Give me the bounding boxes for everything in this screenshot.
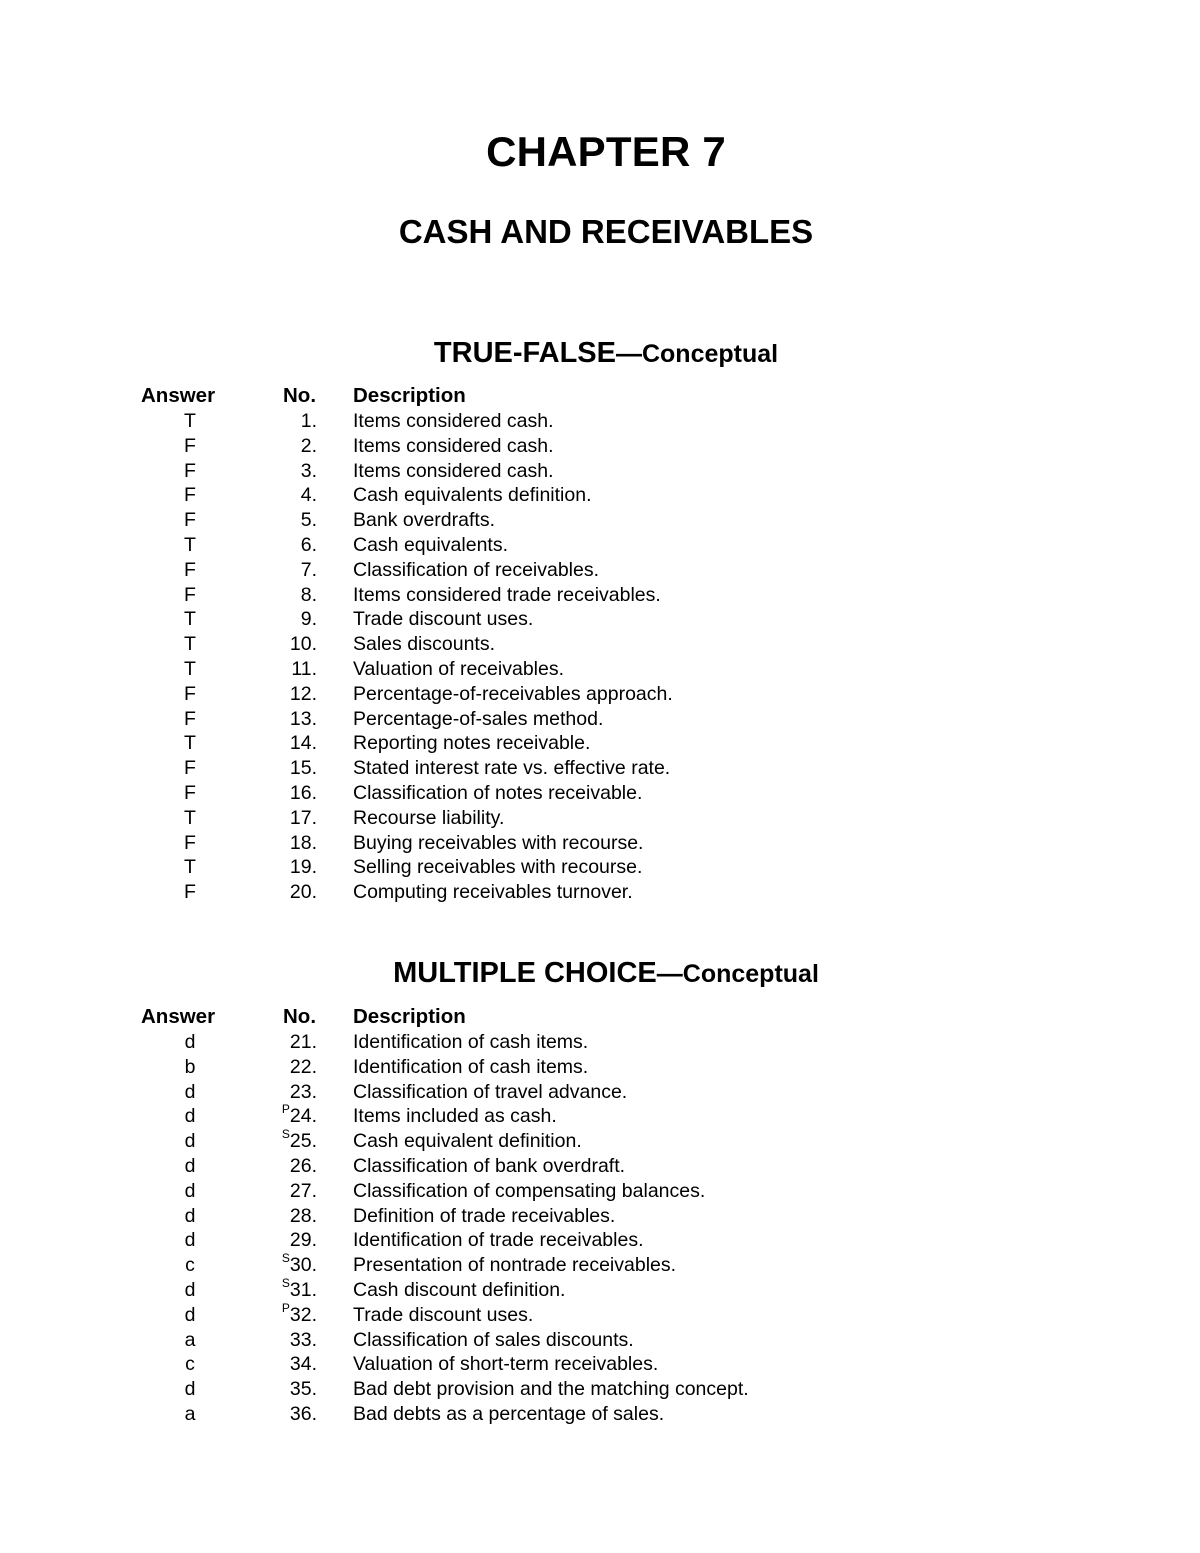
answer-cell: b bbox=[184, 1055, 196, 1078]
multiple-choice-heading bbox=[0, 957, 1200, 990]
table-row bbox=[0, 1154, 1200, 1179]
table-row bbox=[0, 1377, 1200, 1402]
number-cell bbox=[250, 1377, 317, 1402]
answer-cell: d bbox=[184, 1031, 196, 1053]
description-cell: Items included as cash. bbox=[353, 1105, 557, 1128]
section-heading-main: MULTIPLE CHOICE bbox=[393, 957, 657, 989]
answer-cell: d bbox=[184, 1278, 196, 1301]
item-number: 31. bbox=[289, 1278, 317, 1301]
table-row bbox=[0, 1030, 1200, 1055]
item-number: 34. bbox=[289, 1353, 317, 1376]
item-number: 19. bbox=[289, 856, 317, 879]
description-cell: Bad debts as a percentage of sales. bbox=[353, 1402, 665, 1425]
table-row bbox=[0, 1275, 1200, 1303]
table-row bbox=[0, 583, 1200, 608]
description-cell: Items considered trade receivables. bbox=[353, 583, 661, 606]
table-row bbox=[0, 533, 1200, 558]
number-cell bbox=[250, 831, 317, 856]
table-row bbox=[0, 855, 1200, 880]
item-number: 16. bbox=[289, 781, 317, 804]
item-number: 29. bbox=[289, 1229, 317, 1252]
table-row bbox=[0, 1328, 1200, 1353]
answer-cell: d bbox=[184, 1080, 196, 1103]
source-marker: P bbox=[281, 1300, 290, 1315]
description-cell: Percentage-of-sales method. bbox=[353, 707, 604, 730]
multiple-choice-table bbox=[0, 1003, 1200, 1427]
table-row bbox=[0, 831, 1200, 856]
item-number: 14. bbox=[289, 732, 317, 755]
description-cell: Cash equivalents. bbox=[353, 533, 509, 556]
number-cell bbox=[250, 1179, 317, 1204]
item-number: 1. bbox=[300, 410, 317, 432]
number-cell bbox=[250, 1055, 317, 1080]
description-cell: Items considered cash. bbox=[353, 434, 554, 457]
item-number: 5. bbox=[300, 509, 317, 532]
answer-cell: F bbox=[184, 682, 196, 705]
item-number: 22. bbox=[289, 1055, 317, 1078]
description-cell: Recourse liability. bbox=[353, 806, 505, 829]
description-cell: Valuation of short-term receivables. bbox=[353, 1353, 659, 1376]
description-cell: Bad debt provision and the matching concept. bbox=[353, 1378, 749, 1401]
source-marker: S bbox=[281, 1251, 290, 1266]
number-cell bbox=[250, 1080, 317, 1105]
answer-cell: T bbox=[184, 732, 196, 755]
description-cell: Trade discount uses. bbox=[353, 608, 534, 631]
description-cell: Cash equivalents definition. bbox=[353, 484, 592, 507]
table-row bbox=[0, 558, 1200, 583]
description-cell: Sales discounts. bbox=[353, 633, 495, 656]
item-number: 21. bbox=[289, 1031, 317, 1053]
answer-cell: F bbox=[184, 757, 196, 780]
table-row bbox=[0, 1179, 1200, 1204]
table-row bbox=[0, 707, 1200, 732]
item-number: 12. bbox=[289, 682, 317, 705]
item-number: 8. bbox=[300, 583, 317, 606]
item-number: 7. bbox=[300, 558, 317, 581]
item-number: 27. bbox=[289, 1179, 317, 1202]
table-row bbox=[0, 508, 1200, 533]
number-cell bbox=[250, 1300, 317, 1328]
number-cell bbox=[250, 855, 317, 880]
source-marker: S bbox=[281, 1275, 290, 1290]
answer-cell: a bbox=[184, 1402, 196, 1425]
number-cell bbox=[250, 682, 317, 707]
item-number: 4. bbox=[300, 484, 317, 507]
true-false-heading bbox=[0, 337, 1200, 370]
item-number: 33. bbox=[289, 1328, 317, 1351]
answer-cell: F bbox=[184, 881, 196, 904]
answer-cell: c bbox=[185, 1353, 195, 1376]
section-heading-dash: — bbox=[656, 958, 683, 988]
answer-cell: T bbox=[184, 410, 196, 432]
number-cell bbox=[250, 1352, 317, 1377]
answer-cell: F bbox=[184, 509, 196, 532]
item-number: 25. bbox=[289, 1130, 317, 1153]
answer-cell: T bbox=[184, 856, 196, 879]
table-row bbox=[0, 607, 1200, 632]
table-row bbox=[0, 434, 1200, 459]
description-cell: Buying receivables with recourse. bbox=[353, 831, 644, 854]
answer-cell: F bbox=[184, 434, 196, 457]
description-cell: Identification of cash items. bbox=[353, 1055, 589, 1078]
number-cell bbox=[250, 1030, 317, 1055]
description-cell: Classification of bank overdraft. bbox=[353, 1154, 626, 1177]
number-cell bbox=[250, 657, 317, 682]
number-cell bbox=[250, 409, 317, 434]
number-cell bbox=[250, 558, 317, 583]
table-row bbox=[0, 731, 1200, 756]
table-row bbox=[0, 1228, 1200, 1253]
item-number: 26. bbox=[289, 1154, 317, 1177]
description-cell: Selling receivables with recourse. bbox=[353, 856, 643, 879]
description-cell: Classification of sales discounts. bbox=[353, 1328, 634, 1351]
description-cell: Identification of cash items. bbox=[353, 1031, 589, 1053]
answer-cell: T bbox=[184, 657, 196, 680]
number-cell bbox=[250, 1154, 317, 1179]
answer-cell: d bbox=[184, 1154, 196, 1177]
description-cell: Items considered cash. bbox=[353, 410, 554, 432]
answer-cell: c bbox=[185, 1254, 195, 1277]
answer-cell: T bbox=[184, 608, 196, 631]
answer-cell: d bbox=[184, 1130, 196, 1153]
number-cell bbox=[250, 434, 317, 459]
answer-cell: F bbox=[184, 558, 196, 581]
item-number: 2. bbox=[300, 434, 317, 457]
table-row bbox=[0, 1402, 1200, 1427]
description-cell: Classification of notes receivable. bbox=[353, 781, 643, 804]
item-number: 36. bbox=[289, 1402, 317, 1425]
number-cell bbox=[250, 533, 317, 558]
table-header-row bbox=[0, 1003, 1200, 1030]
table-row bbox=[0, 409, 1200, 434]
number-cell bbox=[250, 1402, 317, 1427]
answer-cell: F bbox=[184, 459, 196, 482]
number-cell bbox=[250, 1275, 317, 1303]
section-heading-sub: Conceptual bbox=[641, 340, 779, 368]
chapter-title: CHAPTER 7 bbox=[486, 128, 726, 175]
table-row bbox=[0, 1104, 1200, 1129]
item-number: 6. bbox=[300, 533, 317, 556]
answer-cell: T bbox=[184, 533, 196, 556]
number-cell bbox=[250, 756, 317, 781]
table-row bbox=[0, 1352, 1200, 1377]
answer-cell: T bbox=[184, 806, 196, 829]
source-marker: P bbox=[281, 1102, 290, 1117]
item-number: 20. bbox=[289, 881, 317, 904]
section-heading-dash: — bbox=[615, 338, 642, 368]
number-cell bbox=[250, 707, 317, 732]
table-row bbox=[0, 1204, 1200, 1229]
true-false-table bbox=[0, 382, 1200, 905]
source-marker: S bbox=[281, 1127, 290, 1142]
number-cell bbox=[250, 1328, 317, 1353]
description-cell: Definition of trade receivables. bbox=[353, 1204, 616, 1227]
item-number: 3. bbox=[300, 459, 317, 482]
answer-column-header: Answer bbox=[141, 384, 216, 407]
number-cell bbox=[250, 483, 317, 508]
table-row bbox=[0, 1080, 1200, 1105]
description-cell: Valuation of receivables. bbox=[353, 657, 565, 680]
answer-cell: d bbox=[184, 1105, 196, 1128]
answer-cell: d bbox=[184, 1204, 196, 1227]
number-cell bbox=[250, 632, 317, 657]
answer-cell: F bbox=[184, 484, 196, 507]
description-cell: Identification of trade receivables. bbox=[353, 1229, 644, 1252]
item-number: 13. bbox=[289, 707, 317, 730]
number-cell bbox=[250, 1228, 317, 1253]
number-cell bbox=[250, 781, 317, 806]
number-cell bbox=[250, 806, 317, 831]
description-cell: Bank overdrafts. bbox=[353, 509, 495, 532]
description-cell: Cash equivalent definition. bbox=[353, 1130, 582, 1153]
table-row bbox=[0, 781, 1200, 806]
number-column-header: No. bbox=[283, 384, 317, 407]
number-cell bbox=[250, 1253, 317, 1278]
item-number: 32. bbox=[289, 1303, 317, 1326]
answer-cell: d bbox=[184, 1378, 196, 1401]
number-cell bbox=[250, 731, 317, 756]
description-column-header: Description bbox=[353, 384, 466, 407]
number-column-header: No. bbox=[283, 1005, 317, 1028]
table-row bbox=[0, 1129, 1200, 1154]
answer-column-header: Answer bbox=[141, 1005, 216, 1028]
item-number: 35. bbox=[289, 1378, 317, 1401]
table-rows bbox=[0, 1030, 1200, 1427]
description-cell: Classification of compensating balances. bbox=[353, 1179, 706, 1202]
item-number: 28. bbox=[289, 1204, 317, 1227]
description-cell: Stated interest rate vs. effective rate. bbox=[353, 757, 671, 780]
table-row bbox=[0, 682, 1200, 707]
table-row bbox=[0, 632, 1200, 657]
number-cell bbox=[250, 1104, 317, 1129]
description-cell: Cash discount definition. bbox=[353, 1278, 566, 1301]
answer-cell: F bbox=[184, 583, 196, 606]
answer-cell: a bbox=[184, 1328, 196, 1351]
table-row bbox=[0, 806, 1200, 831]
description-column-header: Description bbox=[353, 1005, 466, 1028]
item-number: 17. bbox=[289, 806, 317, 829]
table-row bbox=[0, 657, 1200, 682]
table-header-row bbox=[0, 382, 1200, 409]
number-cell bbox=[250, 583, 317, 608]
number-cell bbox=[250, 508, 317, 533]
description-cell: Trade discount uses. bbox=[353, 1303, 534, 1326]
number-cell bbox=[250, 1129, 317, 1154]
table-row bbox=[0, 1253, 1200, 1278]
table-row bbox=[0, 1055, 1200, 1080]
number-cell bbox=[250, 607, 317, 632]
item-number: 23. bbox=[289, 1080, 317, 1103]
section-heading-sub: Conceptual bbox=[682, 960, 819, 988]
answer-cell: F bbox=[184, 781, 196, 804]
description-cell: Items considered cash. bbox=[353, 459, 554, 482]
table-row bbox=[0, 459, 1200, 484]
item-number: 24. bbox=[289, 1105, 317, 1128]
item-number: 30. bbox=[289, 1254, 317, 1277]
answer-cell: F bbox=[184, 707, 196, 730]
description-cell: Computing receivables turnover. bbox=[353, 881, 633, 904]
description-cell: Percentage-of-receivables approach. bbox=[353, 682, 673, 705]
chapter-subtitle: CASH AND RECEIVABLES bbox=[398, 213, 814, 250]
table-row bbox=[0, 483, 1200, 508]
description-cell: Classification of travel advance. bbox=[353, 1080, 628, 1103]
item-number: 10. bbox=[289, 633, 317, 656]
answer-cell: d bbox=[184, 1179, 196, 1202]
description-cell: Presentation of nontrade receivables. bbox=[353, 1254, 677, 1277]
item-number: 18. bbox=[289, 831, 317, 854]
answer-cell: T bbox=[184, 633, 196, 656]
number-cell bbox=[250, 459, 317, 484]
table-rows bbox=[0, 409, 1200, 905]
answer-cell: d bbox=[184, 1303, 196, 1326]
section-heading-main: TRUE-FALSE bbox=[433, 337, 616, 369]
item-number: 11. bbox=[291, 657, 317, 680]
table-row bbox=[0, 1300, 1200, 1328]
description-cell: Reporting notes receivable. bbox=[353, 732, 591, 755]
table-row bbox=[0, 880, 1200, 905]
item-number: 15. bbox=[289, 757, 317, 780]
item-number: 9. bbox=[300, 608, 317, 631]
number-cell bbox=[250, 1204, 317, 1229]
answer-cell: d bbox=[184, 1229, 196, 1252]
number-cell bbox=[250, 880, 317, 905]
description-cell: Classification of receivables. bbox=[353, 558, 600, 581]
table-row bbox=[0, 756, 1200, 781]
answer-cell: F bbox=[184, 831, 196, 854]
